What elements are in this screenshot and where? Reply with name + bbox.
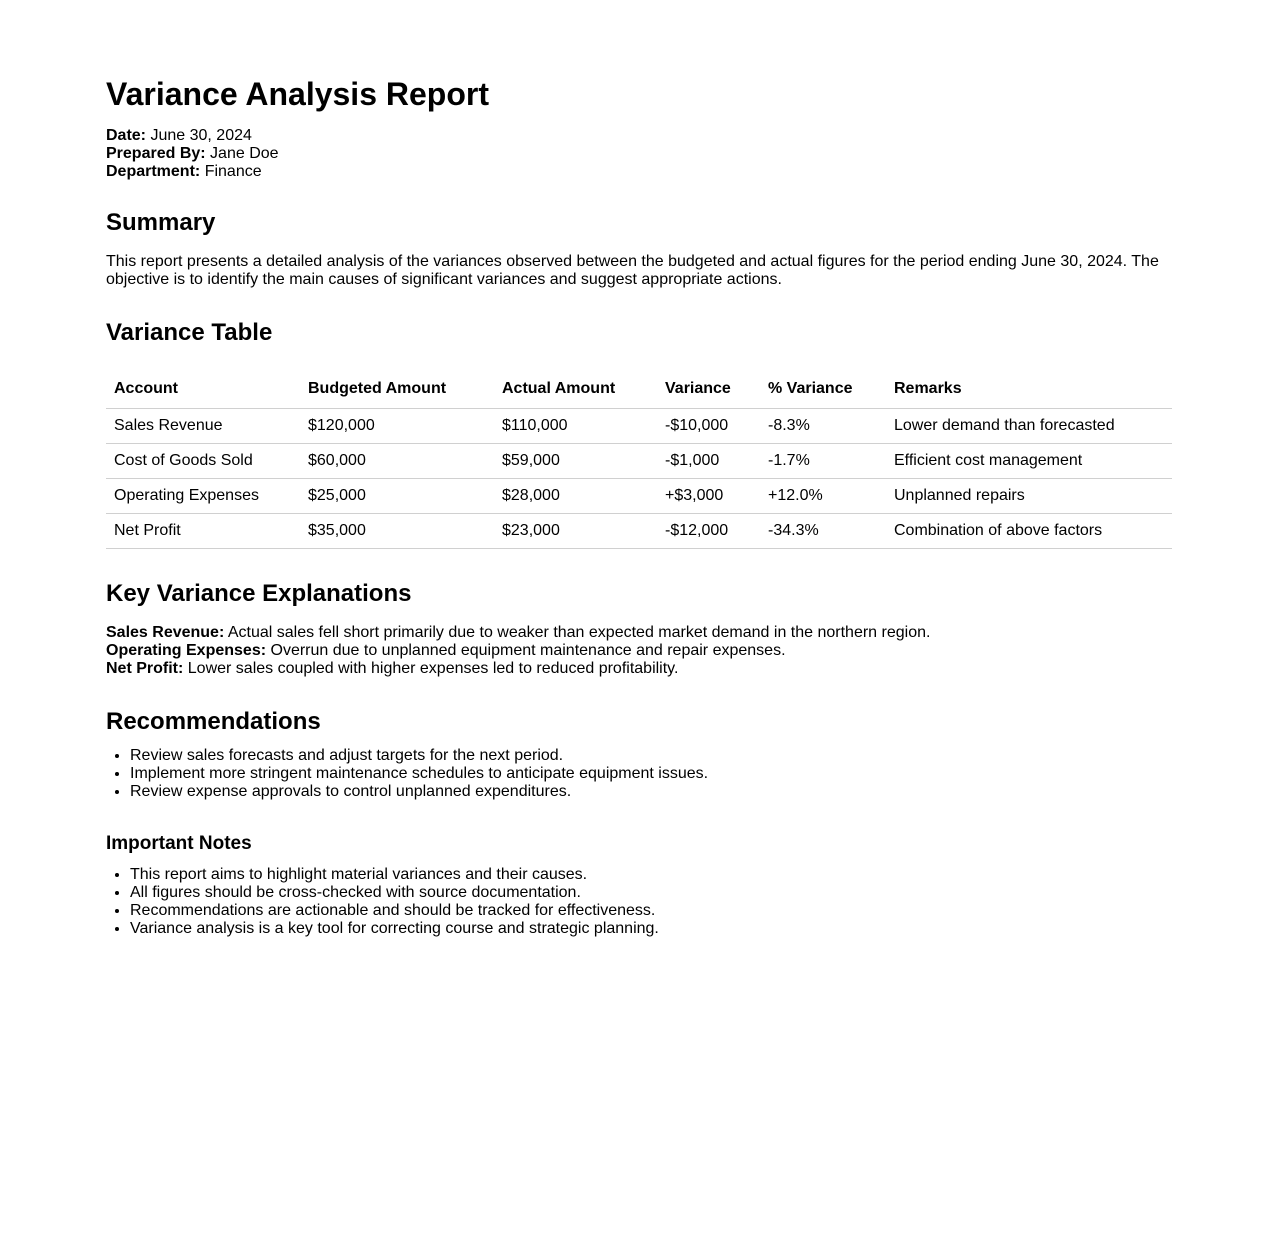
summary-heading: Summary — [106, 209, 216, 236]
meta-date-value: June 30, 2024 — [150, 127, 252, 144]
cell-actual: $59,000 — [494, 444, 657, 479]
cell-account: Operating Expenses — [106, 479, 300, 514]
cell-pct-variance: +12.0% — [760, 479, 886, 514]
explanation-label: Operating Expenses: — [106, 642, 267, 659]
explanation-text: Lower sales coupled with higher expenses led to reduced profitability. — [183, 660, 679, 677]
meta-prepared-by — [106, 145, 1172, 163]
explanation-label: Sales Revenue: — [106, 624, 225, 641]
meta-department-value: Finance — [204, 163, 262, 180]
notes-list — [106, 866, 1172, 938]
table-row — [106, 409, 1172, 444]
meta-date-label: Date: — [106, 127, 147, 144]
meta-department-label: Department: — [106, 163, 201, 180]
cell-pct-variance: -8.3% — [760, 409, 886, 444]
meta-prepared-value: Jane Doe — [210, 145, 279, 162]
cell-account: Cost of Goods Sold — [106, 444, 300, 479]
column-header-pct-variance: % Variance — [760, 370, 886, 409]
list-item: • Review sales forecasts and adjust targets for the next period. — [130, 747, 1172, 765]
table-row — [106, 514, 1172, 549]
column-header-actual: Actual Amount — [494, 370, 657, 409]
meta-prepared-label: Prepared By: — [106, 145, 206, 162]
cell-variance: -$12,000 — [657, 514, 760, 549]
explanations-heading: Key Variance Explanations — [106, 580, 412, 607]
cell-pct-variance: -1.7% — [760, 444, 886, 479]
cell-account: Net Profit — [106, 514, 300, 549]
cell-remarks: Combination of above factors — [886, 514, 1172, 549]
explanation-item — [106, 642, 1172, 660]
cell-pct-variance: -34.3% — [760, 514, 886, 549]
explanation-text: Overrun due to unplanned equipment maintenance and repair expenses. — [266, 642, 786, 659]
explanation-label: Net Profit: — [106, 660, 184, 677]
notes-heading: Important Notes — [106, 833, 252, 854]
explanation-item — [106, 624, 1172, 642]
explanation-item — [106, 660, 1172, 678]
table-header-row — [106, 370, 1172, 409]
cell-budgeted: $25,000 — [300, 479, 494, 514]
table-row — [106, 444, 1172, 479]
list-item: • All figures should be cross-checked with source documentation. — [130, 884, 1172, 902]
explanation-text: Actual sales fell short primarily due to weaker than expected market demand in the northern region. — [224, 624, 931, 641]
list-item: • Recommendations are actionable and should be tracked for effectiveness. — [130, 902, 1172, 920]
list-item: • Implement more stringent maintenance schedules to anticipate equipment issues. — [130, 765, 1172, 783]
cell-variance: -$10,000 — [657, 409, 760, 444]
summary-text: This report presents a detailed analysis of the variances observed between the budgeted and actual figures for the period ending June 30, 2024. The objective is to identify the main causes of significant variances and suggest appropriate actions. — [106, 253, 1159, 288]
list-item: • This report aims to highlight material variances and their causes. — [130, 866, 1172, 884]
recommendations-heading: Recommendations — [106, 708, 321, 735]
column-header-account: Account — [106, 370, 300, 409]
cell-remarks: Unplanned repairs — [886, 479, 1172, 514]
cell-remarks: Lower demand than forecasted — [886, 409, 1172, 444]
cell-budgeted: $35,000 — [300, 514, 494, 549]
variance-table-heading: Variance Table — [106, 319, 273, 346]
recommendations-list — [106, 747, 1172, 801]
cell-budgeted: $60,000 — [300, 444, 494, 479]
page-title: Variance Analysis Report — [106, 76, 489, 112]
meta-date — [106, 127, 1172, 145]
variance-table — [106, 370, 1172, 549]
cell-variance: -$1,000 — [657, 444, 760, 479]
column-header-remarks: Remarks — [886, 370, 1172, 409]
cell-actual: $110,000 — [494, 409, 657, 444]
table-row — [106, 479, 1172, 514]
cell-actual: $28,000 — [494, 479, 657, 514]
meta-department — [106, 163, 1172, 181]
cell-variance: +$3,000 — [657, 479, 760, 514]
cell-remarks: Efficient cost management — [886, 444, 1172, 479]
report-meta — [106, 127, 1172, 181]
cell-actual: $23,000 — [494, 514, 657, 549]
list-item: • Variance analysis is a key tool for correcting course and strategic planning. — [130, 920, 1172, 938]
cell-budgeted: $120,000 — [300, 409, 494, 444]
column-header-budgeted: Budgeted Amount — [300, 370, 494, 409]
cell-account: Sales Revenue — [106, 409, 300, 444]
explanations-block — [106, 624, 1172, 678]
column-header-variance: Variance — [657, 370, 760, 409]
list-item: • Review expense approvals to control unplanned expenditures. — [130, 783, 1172, 801]
